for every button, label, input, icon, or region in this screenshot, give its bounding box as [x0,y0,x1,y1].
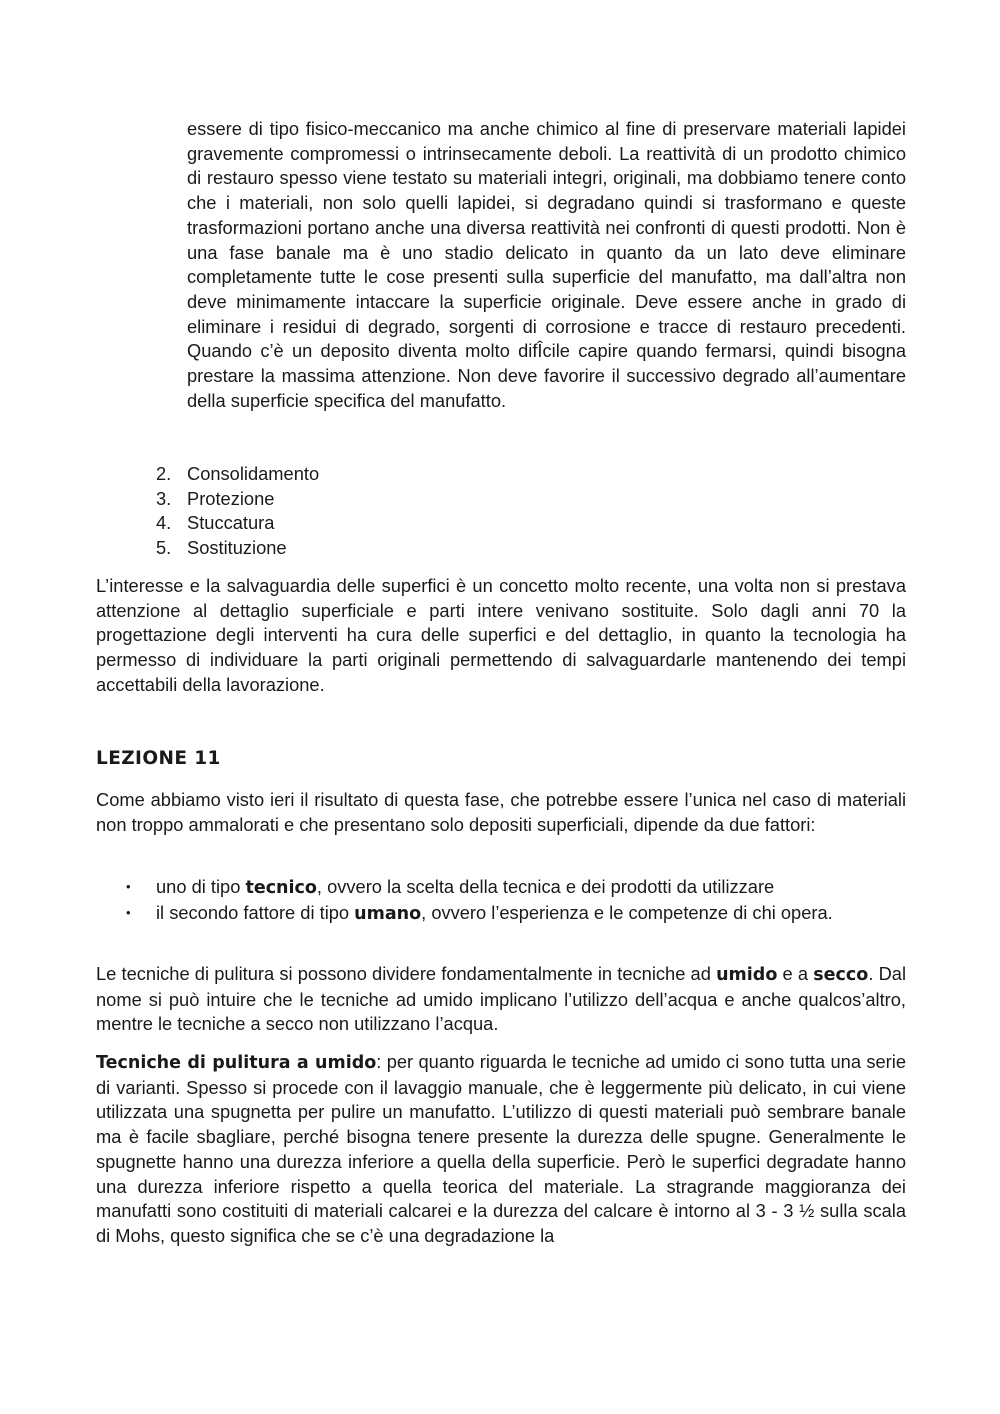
list-item-number: 2. [156,463,172,484]
list-item [156,462,319,487]
bullet-text: uno di tipo [156,876,246,897]
body-paragraph [96,1050,906,1249]
section-heading: LEZIONE 11 [96,748,221,769]
paragraph-text: Le tecniche di pulitura si possono dividere fondamentalmente in tecniche ad [96,963,717,984]
bullet-text: , ovvero la scelta della tecnica e dei prodotti da utilizzare [316,876,775,897]
bullet-text: il secondo fattore di tipo [156,901,355,923]
list-item-number: 5. [156,537,172,559]
list-item-label: Consolidamento [187,463,320,484]
numbered-list [156,462,319,561]
body-paragraph: L’interesse e la salvaguardia delle superfici è un concetto molto recente, una volta non si prestava attenzione al dettaglio superficiale e parti intere venivano sostituite. Solo dagli anni 70 la progettazione degli interventi ha cura delle superfici e del dettaglio, in quanto la tecnologia ha permesso di individuare la parti originali permettendo di salvaguardarle mantenendo dei tempi accettabili della lavorazione. [96,575,906,695]
bold-term: secco [813,965,869,985]
paragraph-text: : per quanto riguarda le tecniche ad umido ci sono tutta una serie di varianti. Spesso si procede con il lavaggio manuale, che è leggermente più delicato, in cui viene utilizzata una spugnetta per pulire un manufatto. L’utilizzo di questi materiali può sembrare banale ma è facile sbagliare, perché bisogna tenere presente la durezza delle spugne. Generalmente le spugnette hanno una durezza inferiore a quella della superficie. Però le superfici degradate hanno una durezza inferiore rispetto a quella teorica del materiale. La stragrande maggioranza dei manufatti sono costituiti di materiali calcarei e la durezza del calcare è intorno al 3 - 3 ½ sulla scala di Mohs, questo significa che se c’è una degradazione la [96,1051,906,1246]
bold-term: Tecniche di pulitura a umido [96,1053,377,1073]
bullet-bold-term: umano [354,903,422,924]
list-item [156,536,319,561]
bullet-icon: • [126,879,131,894]
bullet-icon: • [126,904,131,920]
list-item [126,901,896,927]
bullet-text: , ovvero l’esperienza e le competenze di chi opera. [421,901,833,923]
list-item [126,875,896,901]
list-item-label: Sostituzione [187,537,287,559]
paragraph-text: . Dal nome si può intuire che le tecniche ad umido implicano l’utilizzo dell’acqua e anche qualcos’altro, mentre le tecniche a secco non utilizzano l’acqua. [96,963,907,1035]
bold-term: umido [716,965,778,985]
list-item [156,487,319,512]
continuation-paragraph: essere di tipo fisico-meccanico ma anche chimico al fine di preservare materiali lapidei gravemente compromessi o intrinsecamente deboli. La reattività di un prodotto chimico di restauro spesso viene testato su materiali integri, originali, ma dobbiamo tenere conto che i materiali, non solo quelli lapidei, si degradano quindi si trasformano e queste trasformazioni portano anche una diversa reattività nei confronti di questi prodotti. Non è una fase banale ma è uno stadio delicato in quanto da un lato deve eliminare completamente tutte le cose presenti sulla superficie del manufatto, ma dall’altra non deve minimamente intaccare la superficie originale. Deve essere anche in grado di eliminare i residui di degrado, sorgenti di corrosione e tracce di restauro precedenti. Quando c’è un deposito diventa molto difÎcile capire quando fermarsi, quindi bisogna prestare la massima attenzione. Non deve favorire il successivo degrado all’aumentare della superficie specifica del manufatto. [187,118,906,411]
body-paragraph [96,962,906,1037]
body-paragraph: Come abbiamo visto ieri il risultato di questa fase, che potrebbe essere l’unica nel caso di materiali non troppo ammalorati e che presentano solo depositi superficiali, dipende da due fattori: [96,789,906,835]
list-item-label: Stuccatura [187,512,275,534]
bullet-bold-term: tecnico [245,878,317,898]
list-item-number: 3. [156,487,172,509]
bullet-list [126,875,896,926]
paragraph-text: e a [777,963,814,984]
list-item-label: Protezione [187,487,275,509]
list-item-number: 4. [156,512,172,534]
list-item [156,511,319,536]
